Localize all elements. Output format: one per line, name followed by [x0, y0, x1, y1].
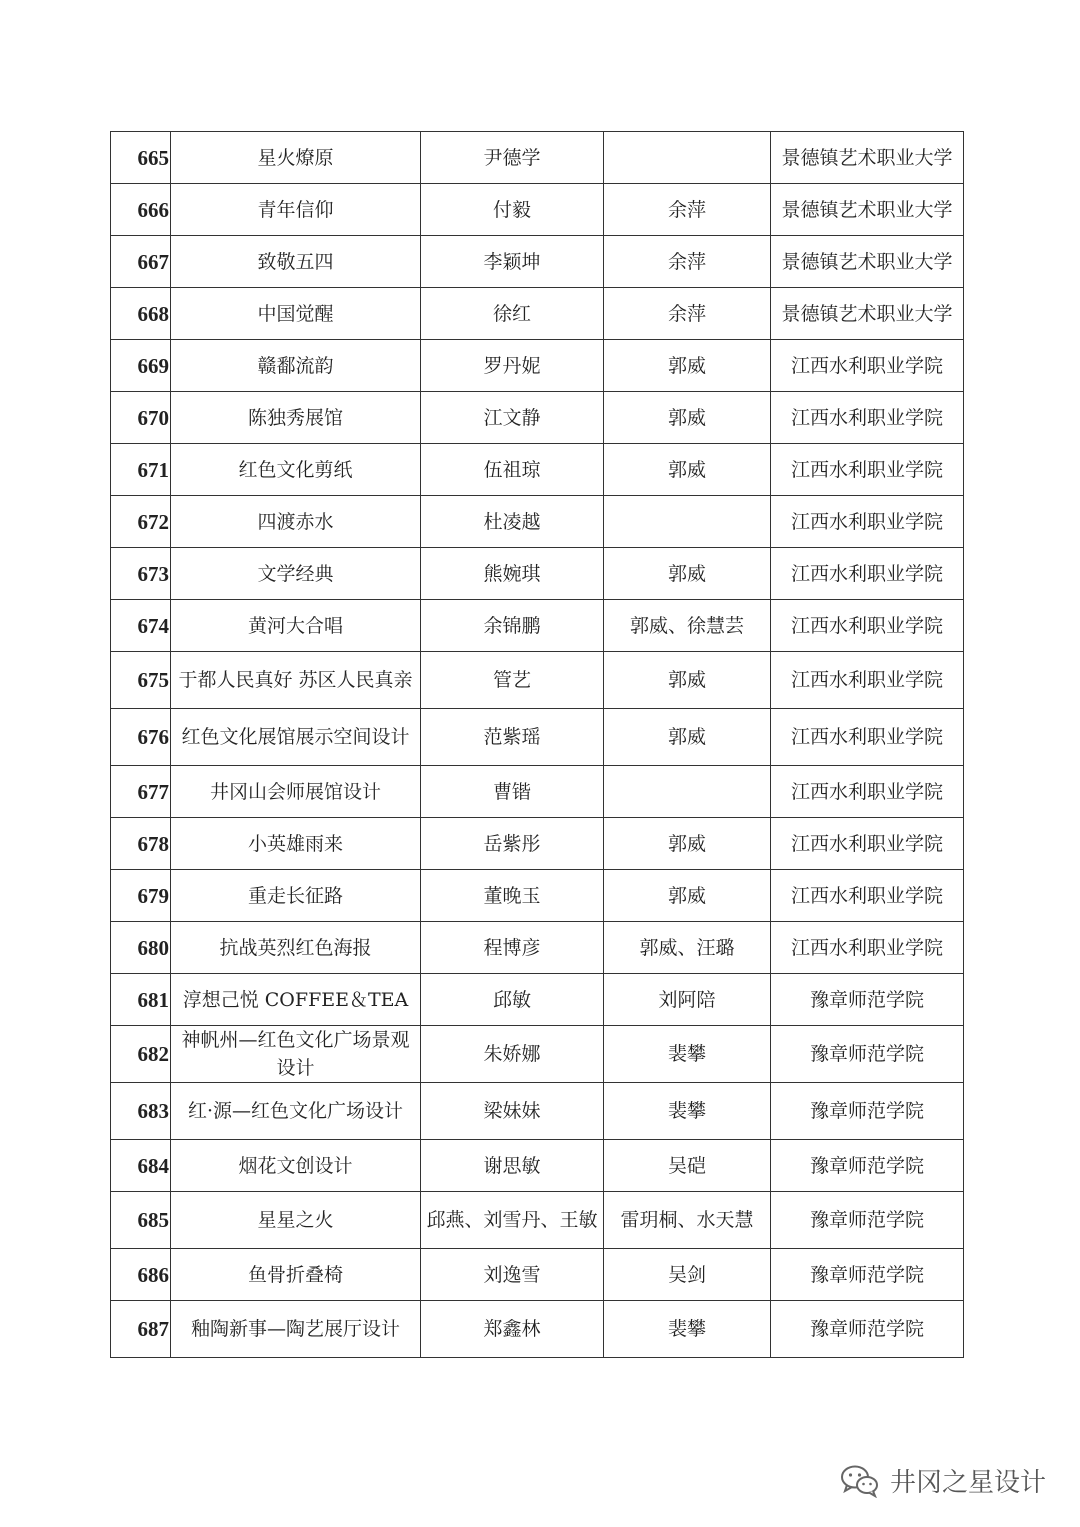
entry-school: 江西水利职业学院 [771, 496, 964, 548]
entry-school: 江西水利职业学院 [771, 709, 964, 766]
entry-school: 江西水利职业学院 [771, 444, 964, 496]
entry-author: 岳紫彤 [421, 818, 604, 870]
entry-school: 豫章师范学院 [771, 974, 964, 1026]
entry-school: 江西水利职业学院 [771, 766, 964, 818]
entry-school: 江西水利职业学院 [771, 548, 964, 600]
entry-teacher: 吴硙 [604, 1140, 771, 1192]
entry-author: 伍祖琼 [421, 444, 604, 496]
entry-author: 熊婉琪 [421, 548, 604, 600]
entry-title: 青年信仰 [171, 184, 421, 236]
entry-number: 671 [111, 444, 171, 496]
entry-title: 淳想己悦 COFFEE＆TEA [171, 974, 421, 1026]
entry-number: 684 [111, 1140, 171, 1192]
entry-title: 于都人民真好 苏区人民真亲 [171, 652, 421, 709]
entry-teacher [604, 132, 771, 184]
entry-teacher: 雷玥桐、水天慧 [604, 1192, 771, 1249]
entry-school: 景德镇艺术职业大学 [771, 184, 964, 236]
entry-title: 小英雄雨来 [171, 818, 421, 870]
entry-teacher: 余萍 [604, 288, 771, 340]
entry-title: 四渡赤水 [171, 496, 421, 548]
table-row [111, 184, 964, 236]
entry-author: 朱娇娜 [421, 1026, 604, 1083]
entry-school: 景德镇艺术职业大学 [771, 236, 964, 288]
entry-author: 李颖坤 [421, 236, 604, 288]
table-row [111, 288, 964, 340]
entry-teacher: 郭威、徐慧芸 [604, 600, 771, 652]
entry-number: 674 [111, 600, 171, 652]
entry-author: 管艺 [421, 652, 604, 709]
entry-school: 豫章师范学院 [771, 1301, 964, 1358]
entry-number: 683 [111, 1083, 171, 1140]
entry-title: 红·源—红色文化广场设计 [171, 1083, 421, 1140]
entry-teacher: 郭威 [604, 870, 771, 922]
entry-teacher: 郭威 [604, 444, 771, 496]
entry-number: 665 [111, 132, 171, 184]
table-row [111, 1140, 964, 1192]
table-row [111, 922, 964, 974]
entry-title: 中国觉醒 [171, 288, 421, 340]
table-row [111, 548, 964, 600]
entry-author: 董晚玉 [421, 870, 604, 922]
watermark [840, 1462, 1046, 1499]
entry-title: 赣鄱流韵 [171, 340, 421, 392]
entry-school: 豫章师范学院 [771, 1083, 964, 1140]
entry-author: 余锦鹏 [421, 600, 604, 652]
entry-number: 680 [111, 922, 171, 974]
entry-number: 677 [111, 766, 171, 818]
entry-teacher: 余萍 [604, 236, 771, 288]
table-row [111, 132, 964, 184]
entry-number: 682 [111, 1026, 171, 1083]
entry-teacher: 裴攀 [604, 1301, 771, 1358]
entry-school: 江西水利职业学院 [771, 818, 964, 870]
entry-author: 刘逸雪 [421, 1249, 604, 1301]
entry-author: 谢思敏 [421, 1140, 604, 1192]
entry-title: 星星之火 [171, 1192, 421, 1249]
entry-author: 尹德学 [421, 132, 604, 184]
entry-number: 675 [111, 652, 171, 709]
entry-title: 文学经典 [171, 548, 421, 600]
table-row [111, 974, 964, 1026]
entry-number: 685 [111, 1192, 171, 1249]
entry-number: 667 [111, 236, 171, 288]
table-row [111, 652, 964, 709]
entry-title: 神帆州—红色文化广场景观设计 [171, 1026, 421, 1083]
table-row [111, 1301, 964, 1358]
entry-school: 景德镇艺术职业大学 [771, 132, 964, 184]
entry-teacher: 郭威 [604, 818, 771, 870]
award-table-body [111, 132, 964, 1358]
entry-number: 686 [111, 1249, 171, 1301]
table-row [111, 1192, 964, 1249]
entry-author: 杜凌越 [421, 496, 604, 548]
entry-title: 抗战英烈红色海报 [171, 922, 421, 974]
entry-teacher: 郭威 [604, 340, 771, 392]
table-row [111, 870, 964, 922]
entry-title: 星火燎原 [171, 132, 421, 184]
entry-teacher [604, 766, 771, 818]
entry-school: 江西水利职业学院 [771, 340, 964, 392]
wechat-icon [840, 1464, 880, 1498]
entry-author: 邱敏 [421, 974, 604, 1026]
entry-title: 井冈山会师展馆设计 [171, 766, 421, 818]
entry-school: 豫章师范学院 [771, 1192, 964, 1249]
entry-title: 陈独秀展馆 [171, 392, 421, 444]
entry-number: 681 [111, 974, 171, 1026]
watermark-text: 井冈之星设计 [889, 1468, 1046, 1498]
entry-school: 景德镇艺术职业大学 [771, 288, 964, 340]
entry-number: 670 [111, 392, 171, 444]
entry-title: 红色文化剪纸 [171, 444, 421, 496]
entry-teacher: 裴攀 [604, 1083, 771, 1140]
entry-number: 676 [111, 709, 171, 766]
entry-teacher: 刘阿陪 [604, 974, 771, 1026]
entry-teacher: 吴剑 [604, 1249, 771, 1301]
entry-author: 程博彦 [421, 922, 604, 974]
entry-school: 豫章师范学院 [771, 1026, 964, 1083]
entry-number: 679 [111, 870, 171, 922]
entry-teacher: 郭威 [604, 709, 771, 766]
table-row [111, 236, 964, 288]
entry-teacher: 裴攀 [604, 1026, 771, 1083]
entry-number: 672 [111, 496, 171, 548]
entry-teacher: 郭威 [604, 392, 771, 444]
table-row [111, 1083, 964, 1140]
entry-author: 江文静 [421, 392, 604, 444]
table-row [111, 496, 964, 548]
entry-title: 重走长征路 [171, 870, 421, 922]
table-row [111, 444, 964, 496]
entry-title: 黄河大合唱 [171, 600, 421, 652]
table-row [111, 392, 964, 444]
table-row [111, 1249, 964, 1301]
entry-number: 678 [111, 818, 171, 870]
entry-teacher [604, 496, 771, 548]
table-row [111, 709, 964, 766]
entry-number: 673 [111, 548, 171, 600]
entry-author: 邱燕、刘雪丹、王敏 [421, 1192, 604, 1249]
entry-title: 鱼骨折叠椅 [171, 1249, 421, 1301]
table-row [111, 340, 964, 392]
entry-school: 豫章师范学院 [771, 1140, 964, 1192]
entry-number: 669 [111, 340, 171, 392]
entry-author: 范紫瑶 [421, 709, 604, 766]
entry-title: 致敬五四 [171, 236, 421, 288]
entry-school: 江西水利职业学院 [771, 652, 964, 709]
entry-title: 釉陶新事—陶艺展厅设计 [171, 1301, 421, 1358]
table-row [111, 766, 964, 818]
entry-author: 梁妹妹 [421, 1083, 604, 1140]
entry-author: 郑鑫林 [421, 1301, 604, 1358]
entry-author: 曹锴 [421, 766, 604, 818]
entry-title: 红色文化展馆展示空间设计 [171, 709, 421, 766]
entry-school: 江西水利职业学院 [771, 922, 964, 974]
entry-teacher: 余萍 [604, 184, 771, 236]
entry-author: 付毅 [421, 184, 604, 236]
table-row [111, 600, 964, 652]
entry-school: 豫章师范学院 [771, 1249, 964, 1301]
entry-number: 687 [111, 1301, 171, 1358]
table-row [111, 1026, 964, 1083]
entry-teacher: 郭威、汪璐 [604, 922, 771, 974]
entry-author: 罗丹妮 [421, 340, 604, 392]
entry-teacher: 郭威 [604, 548, 771, 600]
entry-number: 666 [111, 184, 171, 236]
entry-school: 江西水利职业学院 [771, 600, 964, 652]
table-row [111, 818, 964, 870]
entry-school: 江西水利职业学院 [771, 392, 964, 444]
entry-author: 徐红 [421, 288, 604, 340]
entry-title: 烟花文创设计 [171, 1140, 421, 1192]
entry-school: 江西水利职业学院 [771, 870, 964, 922]
entry-teacher: 郭威 [604, 652, 771, 709]
award-table [110, 131, 964, 1358]
entry-number: 668 [111, 288, 171, 340]
